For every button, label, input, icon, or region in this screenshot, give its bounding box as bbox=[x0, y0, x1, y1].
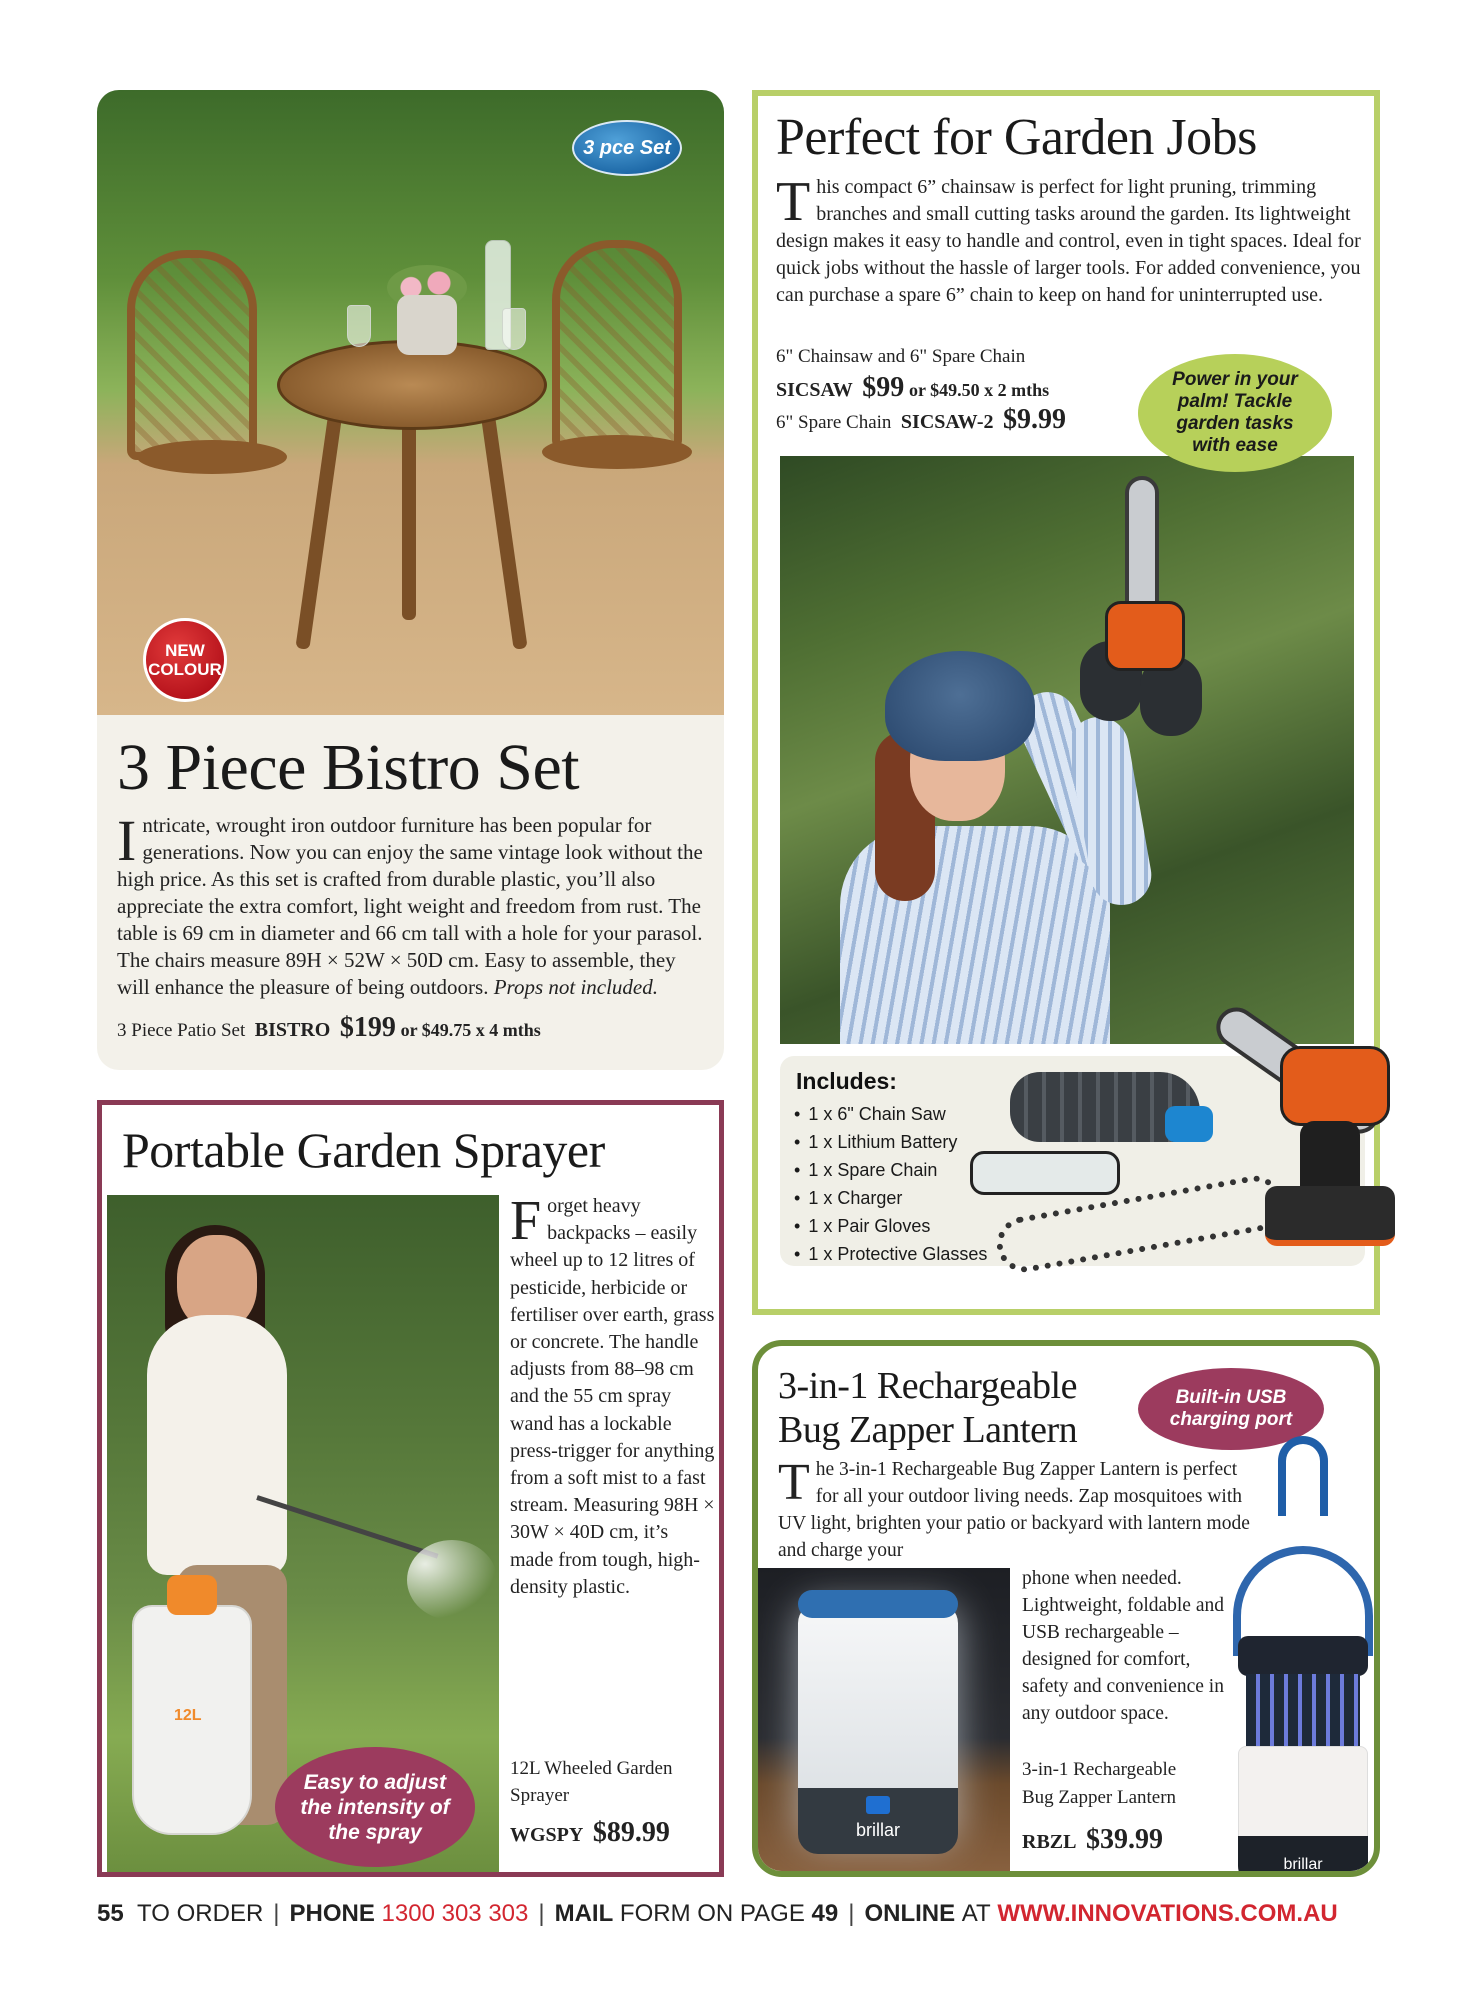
chainsaw-panel bbox=[752, 90, 1380, 1315]
lantern-product-name: 3-in-1 Rechargeable Bug Zapper Lantern bbox=[1022, 1759, 1177, 1808]
table-leg bbox=[402, 420, 416, 620]
product-code: WGSPY bbox=[510, 1824, 584, 1846]
new-colour-badge bbox=[143, 618, 227, 702]
product-price: $99 bbox=[862, 372, 905, 403]
product-code: RBZL bbox=[1022, 1831, 1077, 1853]
spray-mist bbox=[407, 1540, 497, 1620]
includes-list bbox=[794, 1100, 987, 1268]
drop-cap: F bbox=[510, 1190, 542, 1252]
brand-logo: brillar bbox=[855, 1820, 900, 1840]
page-number: 55 bbox=[97, 1900, 124, 1927]
mail-label: MAIL bbox=[554, 1900, 614, 1927]
chainsaw-product-image bbox=[1220, 976, 1390, 1236]
wine-glass bbox=[502, 308, 526, 350]
table-leg bbox=[480, 410, 527, 650]
includes-item: • 1 x Spare Chain bbox=[794, 1156, 987, 1184]
separator: | bbox=[273, 1900, 280, 1927]
bistro-props-note: Props not included. bbox=[493, 975, 659, 999]
new-badge-line1: NEW bbox=[165, 641, 205, 660]
sprayer-title: Portable Garden Sprayer bbox=[122, 1122, 605, 1178]
lantern-title bbox=[778, 1364, 1077, 1452]
uv-zapper-cage bbox=[1246, 1674, 1360, 1748]
includes-item: • 1 x Charger bbox=[794, 1184, 987, 1212]
lantern-title-line2: Bug Zapper Lantern bbox=[778, 1409, 1078, 1451]
chainsaw-option2-price-line bbox=[776, 404, 1066, 436]
power-button-icon bbox=[866, 1796, 890, 1814]
includes-item: • 1 x 6" Chain Saw bbox=[794, 1100, 987, 1128]
lantern-description-text: he 3-in-1 Rechargeable Bug Zapper Lantern is perfect for all your outdoor living needs. Zap mosquitoes with UV light, brighten your patio or backyard with lantern mode and charge your bbox=[778, 1459, 1250, 1561]
woman-hat bbox=[885, 651, 1035, 761]
new-badge-line2: COLOUR bbox=[148, 660, 222, 679]
set-badge: 3 pce Set bbox=[572, 120, 682, 176]
sprayer-tank bbox=[132, 1605, 252, 1835]
bistro-set-panel bbox=[97, 90, 724, 1070]
product-name: 6" Spare Chain bbox=[776, 412, 892, 433]
chainsaw-option1-name: 6" Chainsaw and 6" Spare Chain bbox=[776, 346, 1026, 367]
instalment-price: or $49.50 x 2 mths bbox=[908, 380, 1050, 400]
bistro-set-photo bbox=[97, 90, 724, 715]
table-leg bbox=[295, 410, 342, 650]
lantern-cap bbox=[798, 1590, 958, 1618]
lantern-photo bbox=[758, 1568, 1010, 1877]
includes-title: Includes: bbox=[796, 1068, 897, 1094]
bistro-description-text: ntricate, wrought iron outdoor furniture has been popular for generations. Now you can enjoy the same vintage look without the high price. As this set is crafted from durable plastic, you’ll also appreciate the extra comfort, light weight and freedom from rust. The table is 69 cm in diameter and 66 cm tall with a hole for your parasol. The chairs measure 89H × 52W × 50D cm. Easy to assemble, they will enhance the pleasure of being outdoors. bbox=[117, 813, 703, 999]
lantern-description-cont: phone when needed. Lightweight, foldable and USB rechargeable – designed for comfort, safety and convenience in any outdoor space. bbox=[1022, 1568, 1224, 1724]
product-code: SICSAW-2 bbox=[900, 411, 994, 433]
brand-logo: brillar bbox=[1283, 1856, 1323, 1873]
phone-label: PHONE bbox=[289, 1900, 375, 1927]
product-price: $199 bbox=[339, 1012, 396, 1043]
chainsaw-photo bbox=[780, 456, 1354, 1044]
protective-glasses-image bbox=[970, 1151, 1120, 1195]
drop-cap: I bbox=[117, 808, 137, 873]
product-price: $9.99 bbox=[1003, 404, 1067, 435]
product-code: BISTRO bbox=[254, 1019, 331, 1041]
online-label: ONLINE bbox=[864, 1900, 956, 1927]
bug-zapper-panel bbox=[752, 1340, 1380, 1877]
bistro-price-line bbox=[117, 1012, 541, 1044]
drop-cap: T bbox=[776, 171, 811, 233]
chainsaw-description bbox=[776, 171, 1361, 309]
sprayer-cap bbox=[167, 1575, 217, 1615]
wine-glass bbox=[347, 305, 371, 347]
right-chair-seat bbox=[542, 435, 692, 469]
adjust-badge: Easy to adjust the intensity of the spray bbox=[275, 1747, 475, 1867]
power-badge: Power in your palm! Tackle garden tasks with ease bbox=[1138, 354, 1332, 472]
lantern-description bbox=[778, 1456, 1253, 1564]
usb-badge: Built-in USB charging port bbox=[1138, 1368, 1324, 1450]
product-name: 3 Piece Patio Set bbox=[117, 1020, 246, 1041]
mail-page: 49 bbox=[811, 1900, 839, 1927]
order-footer bbox=[97, 1896, 1397, 1932]
chainsaw-option1-price-line bbox=[776, 372, 1049, 404]
left-chair bbox=[127, 250, 257, 460]
includes-box bbox=[780, 1056, 1365, 1266]
chainsaw-body bbox=[1280, 1046, 1390, 1126]
includes-item: • 1 x Pair Gloves bbox=[794, 1212, 987, 1240]
sprayer-description bbox=[510, 1190, 715, 1601]
sprayer-photo bbox=[107, 1195, 499, 1872]
phone-number[interactable]: 1300 303 303 bbox=[381, 1900, 529, 1927]
separator: | bbox=[538, 1900, 545, 1927]
online-at: AT bbox=[961, 1900, 991, 1927]
product-price: $89.99 bbox=[592, 1817, 670, 1848]
tank-label: 12L bbox=[174, 1707, 202, 1724]
lantern-title-line1: 3-in-1 Rechargeable bbox=[778, 1365, 1077, 1407]
sprayer-price-line bbox=[510, 1817, 670, 1849]
garden-sprayer-panel bbox=[97, 1100, 724, 1877]
separator: | bbox=[848, 1900, 855, 1927]
lantern-top bbox=[1238, 1636, 1368, 1676]
instalment-price: or $49.75 x 4 mths bbox=[400, 1020, 541, 1040]
product-code: SICSAW bbox=[776, 379, 853, 401]
chainsaw-description-text: his compact 6” chainsaw is perfect for light pruning, trimming branches and small cutting tasks around the garden. Its lightweight design makes it easy to handle and control, even in tight spaces. Ideal for quick jobs without the hassle of larger tools. For added convenience, you can purchase a spare 6” chain to keep on hand for uninterrupted use. bbox=[776, 176, 1361, 306]
chainsaw-battery bbox=[1265, 1186, 1395, 1246]
website-link[interactable]: WWW.INNOVATIONS.COM.AU bbox=[997, 1900, 1338, 1927]
lantern-price-line bbox=[1022, 1824, 1163, 1856]
includes-item: • 1 x Protective Glasses bbox=[794, 1240, 987, 1268]
left-chair-seat bbox=[137, 440, 287, 474]
bistro-description bbox=[117, 808, 707, 1001]
drop-cap: T bbox=[778, 1454, 810, 1511]
chainsaw-title: Perfect for Garden Jobs bbox=[776, 109, 1257, 166]
zapper-lantern-image bbox=[1228, 1436, 1378, 1876]
right-chair bbox=[552, 240, 682, 450]
bistro-title: 3 Piece Bistro Set bbox=[117, 731, 580, 804]
product-price: $39.99 bbox=[1085, 1824, 1163, 1855]
sprayer-description-text: orget heavy backpacks – easily wheel up to 12 litres of pesticide, herbicide or fertiliser over earth, grass or concrete. The handle adjusts from 88–98 cm and the 55 cm spray wand has a lockable press-trigger for anything from a soft mist to a fast stream. Measuring 98H × 30W × 40D cm, it’s made from tough, high-density plastic. bbox=[510, 1195, 715, 1598]
glove-cuff bbox=[1165, 1106, 1213, 1142]
hanging-hook bbox=[1278, 1436, 1328, 1516]
mail-text: FORM ON PAGE bbox=[619, 1900, 805, 1927]
vase bbox=[397, 295, 457, 355]
woman-shirt bbox=[147, 1315, 287, 1575]
includes-item: • 1 x Lithium Battery bbox=[794, 1128, 987, 1156]
sprayer-product-name: 12L Wheeled Garden Sprayer bbox=[510, 1758, 673, 1806]
chainsaw-body bbox=[1105, 601, 1185, 671]
to-order-label: TO ORDER bbox=[137, 1900, 264, 1927]
